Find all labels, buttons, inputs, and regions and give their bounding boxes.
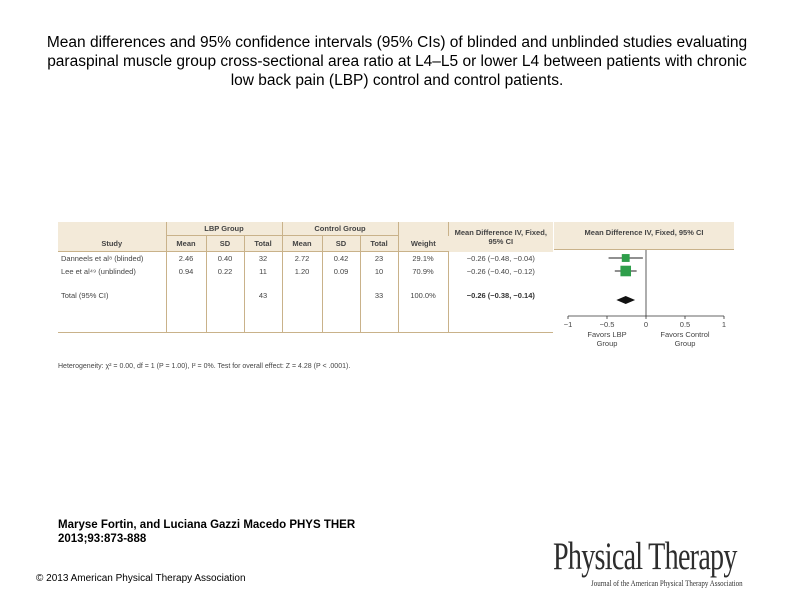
table-row [58, 252, 553, 266]
spacer-row [58, 304, 553, 333]
ctl-total: 33 [360, 287, 398, 304]
ctl-sd: 0.42 [322, 252, 360, 266]
ctl-total: 23 [360, 252, 398, 266]
favors-lbp-label: Group [596, 339, 618, 348]
total-label: Total (95% CI) [58, 287, 166, 304]
ctl-total: 10 [360, 265, 398, 278]
control-group-header: Control Group [282, 222, 398, 236]
weight: 100.0% [398, 287, 448, 304]
total-row [58, 287, 553, 304]
copyright-notice: © 2013 American Physical Therapy Association [36, 573, 246, 584]
col-study: Study [58, 236, 166, 252]
citation-journal: 2013;93:873-888 [58, 533, 147, 545]
study-table [58, 222, 553, 333]
ctl-mean: 2.72 [282, 252, 322, 266]
favors-control-label: Favors Control [660, 330, 710, 339]
journal-logo [553, 537, 783, 589]
forest-plot [554, 250, 734, 362]
favors-control-label: Group [674, 339, 696, 348]
axis-tick-label: 0 [643, 320, 649, 329]
blank-head [58, 222, 166, 236]
col-lbp-sd: SD [206, 236, 244, 252]
favors-lbp-label: Favors LBP [587, 330, 627, 339]
mean-diff-ci: −0.26 (−0.48, −0.04) [466, 253, 535, 263]
col-ctl-total: Total [360, 236, 398, 252]
lbp-mean: 0.94 [166, 265, 206, 278]
col-lbp-total: Total [244, 236, 282, 252]
blank-head [398, 222, 448, 236]
axis-tick-label: −0.5 [599, 320, 615, 329]
mean-diff-ci: −0.26 (−0.38, −0.14) [466, 291, 535, 300]
weight: 29.1% [398, 252, 448, 266]
lbp-mean: 2.46 [166, 252, 206, 266]
citation-authors: Maryse Fortin, and Luciana Gazzi Macedo PHYS THER [58, 519, 356, 531]
lbp-total: 43 [244, 287, 282, 304]
lbp-sd: 0.22 [206, 265, 244, 278]
col-ctl-sd: SD [322, 236, 360, 252]
lbp-total: 11 [244, 265, 282, 278]
logo-tagline: Journal of the American Physical Therapy Association [591, 578, 743, 588]
ctl-sd: 0.09 [322, 265, 360, 278]
study-name: Lee et al⁴⁹ (unblinded) [58, 265, 166, 278]
slide-title: Mean differences and 95% confidence intervals (95% CIs) of blinded and unblinded studies evaluating paraspinal muscle group cross-sectional area ratio at L4–L5 or lower L4 between patients with chronic low back pain (LBP) control and control patients. [46, 34, 748, 89]
study-name: Danneels et al⁸ (blinded) [58, 252, 166, 266]
lbp-group-header: LBP Group [166, 222, 282, 236]
axis-tick-label: 1 [721, 320, 727, 329]
forest-plot-header: Mean Difference IV, Fixed, 95% CI [554, 222, 734, 250]
axis-tick-label: 0.5 [679, 320, 691, 329]
total-diamond [616, 296, 635, 304]
study-point-estimate [622, 254, 630, 262]
forest-plot-figure [58, 220, 738, 380]
mean-diff-ci: −0.26 (−0.40, −0.12) [466, 267, 535, 276]
study-point-estimate [620, 266, 631, 277]
mean-diff-header: Mean Difference IV, Fixed, 95% CI [448, 222, 553, 252]
lbp-total: 32 [244, 252, 282, 266]
col-ctl-mean: Mean [282, 236, 322, 252]
table-row [58, 265, 553, 278]
col-weight: Weight [398, 236, 448, 252]
ctl-mean: 1.20 [282, 265, 322, 278]
heterogeneity-note: Heterogeneity: χ² = 0.00, df = 1 (P = 1.00), I² = 0%. Test for overall effect: Z = 4.28 (P < .0001). [58, 363, 351, 370]
axis-tick-label: −1 [563, 320, 573, 329]
col-lbp-mean: Mean [166, 236, 206, 252]
lbp-sd: 0.40 [206, 252, 244, 266]
weight: 70.9% [398, 265, 448, 278]
citation [58, 518, 355, 546]
spacer-row [58, 278, 553, 287]
logo-wordmark: Physical Therapy [553, 535, 737, 578]
